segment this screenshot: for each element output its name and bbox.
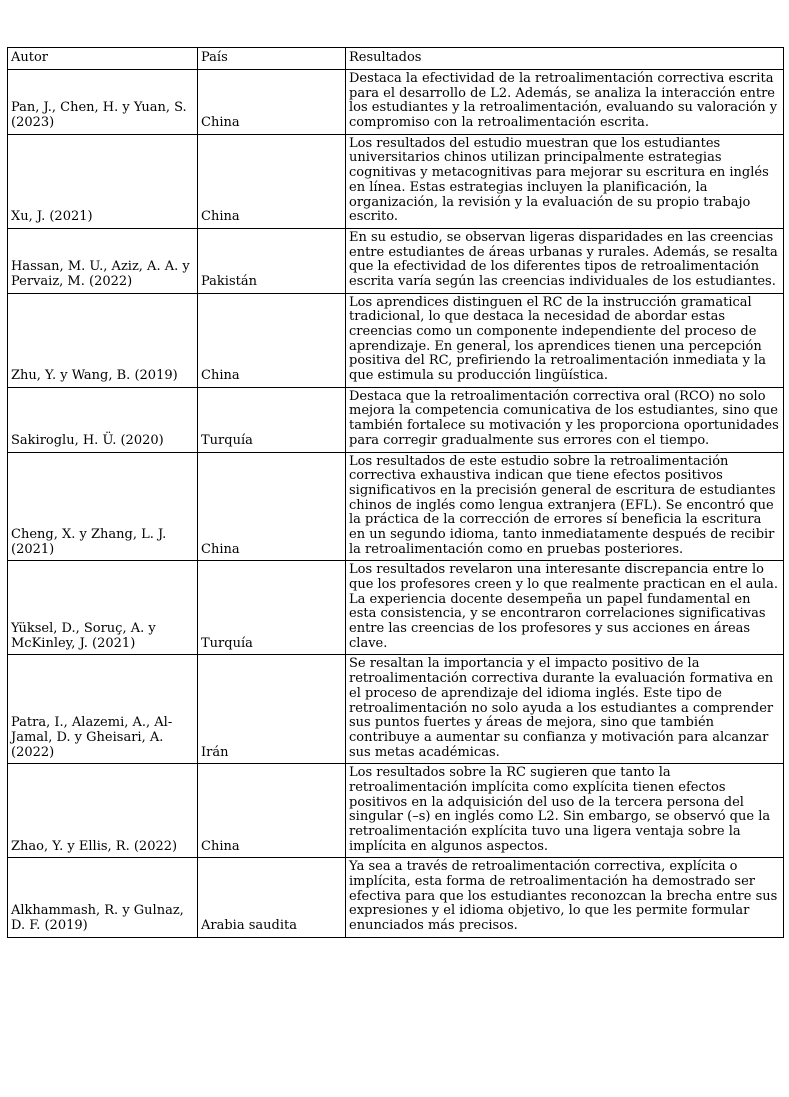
column-header-pais: País: [198, 48, 346, 70]
resultados-cell: Los resultados de este estudio sobre la retroalimentación correctiva exhaustiva indican que tiene efectos positivos significativos en la precisión general de escritura de estudiantes chinos de inglés como lengua extranjera (EFL). Se encontró que la práctica de la corrección de errores sí beneficia la escritura en un segundo idioma, tanto inmediatamente después de recibir la retroalimentación como en pruebas posteriores.: [346, 452, 784, 561]
results-table: [7, 47, 784, 938]
resultados-cell: Ya sea a través de retroalimentación correctiva, explícita o implícita, esta forma de retroalimentación ha demostrado ser efectiva para que los estudiantes reconozcan la brecha entre sus expresiones y el idioma objetivo, lo que les permite formular enunciados más precisos.: [346, 858, 784, 937]
pais-cell: China: [198, 293, 346, 387]
table-row: [8, 134, 784, 228]
autor-cell: Yüksel, D., Soruç, A. y McKinley, J. (2021): [8, 561, 198, 655]
autor-cell: Pan, J., Chen, H. y Yuan, S. (2023): [8, 70, 198, 135]
table-row: [8, 228, 784, 293]
pais-cell: Irán: [198, 655, 346, 764]
autor-cell: Sakiroglu, H. Ü. (2020): [8, 387, 198, 452]
autor-cell: Hassan, M. U., Aziz, A. A. y Pervaiz, M. (2022): [8, 228, 198, 293]
column-header-autor: Autor: [8, 48, 198, 70]
table-header-row: [8, 48, 784, 70]
autor-cell: Zhao, Y. y Ellis, R. (2022): [8, 764, 198, 858]
table-row: [8, 858, 784, 937]
resultados-cell: Los resultados revelaron una interesante discrepancia entre lo que los profesores creen y lo que realmente practican en el aula. La experiencia docente desempeña un papel fundamental en esta consistencia, y se encontraron correlaciones significativas entre las creencias de los profesores y sus acciones en áreas clave.: [346, 561, 784, 655]
resultados-cell: Destaca la efectividad de la retroalimentación correctiva escrita para el desarrollo de L2. Además, se analiza la interacción entre los estudiantes y la retroalimentación, evaluando su valoración y compromiso con la retroalimentación escrita.: [346, 70, 784, 135]
pais-cell: Turquía: [198, 387, 346, 452]
pais-cell: Turquía: [198, 561, 346, 655]
table-row: [8, 70, 784, 135]
column-header-resultados: Resultados: [346, 48, 784, 70]
resultados-cell: En su estudio, se observan ligeras disparidades en las creencias entre estudiantes de áreas urbanas y rurales. Además, se resalta que la efectividad de los diferentes tipos de retroalimentación escrita varía según las creencias individuales de los estudiantes.: [346, 228, 784, 293]
table-row: [8, 293, 784, 387]
table-row: [8, 387, 784, 452]
table-row: [8, 561, 784, 655]
table-row: [8, 764, 784, 858]
table-row: [8, 452, 784, 561]
pais-cell: China: [198, 452, 346, 561]
autor-cell: Cheng, X. y Zhang, L. J. (2021): [8, 452, 198, 561]
resultados-cell: Los resultados del estudio muestran que los estudiantes universitarios chinos utilizan principalmente estrategias cognitivas y metacognitivas para mejorar su escritura en inglés en línea. Estas estrategias incluyen la planificación, la organización, la revisión y la evaluación de su propio trabajo escrito.: [346, 134, 784, 228]
resultados-cell: Destaca que la retroalimentación correctiva oral (RCO) no solo mejora la competencia comunicativa de los estudiantes, sino que también fortalece su motivación y les proporciona oportunidades para corregir gradualmente sus errores con el tiempo.: [346, 387, 784, 452]
autor-cell: Alkhammash, R. y Gulnaz, D. F. (2019): [8, 858, 198, 937]
resultados-cell: Se resaltan la importancia y el impacto positivo de la retroalimentación correctiva durante la evaluación formativa en el proceso de aprendizaje del idioma inglés. Este tipo de retroalimentación no solo ayuda a los estudiantes a comprender sus puntos fuertes y áreas de mejora, sino que también contribuye a aumentar su confianza y motivación para alcanzar sus metas académicas.: [346, 655, 784, 764]
resultados-cell: Los aprendices distinguen el RC de la instrucción gramatical tradicional, lo que destaca la necesidad de abordar estas creencias como un componente independiente del proceso de aprendizaje. En general, los aprendices tienen una percepción positiva del RC, prefiriendo la retroalimentación inmediata y la que estimula su producción lingüística.: [346, 293, 784, 387]
pais-cell: China: [198, 134, 346, 228]
autor-cell: Zhu, Y. y Wang, B. (2019): [8, 293, 198, 387]
autor-cell: Xu, J. (2021): [8, 134, 198, 228]
pais-cell: Arabia saudita: [198, 858, 346, 937]
pais-cell: China: [198, 70, 346, 135]
autor-cell: Patra, I., Alazemi, A., Al-Jamal, D. y Gheisari, A. (2022): [8, 655, 198, 764]
resultados-cell: Los resultados sobre la RC sugieren que tanto la retroalimentación implícita como explícita tienen efectos positivos en la adquisición del uso de la tercera persona del singular (–s) en inglés como L2. Sin embargo, se observó que la retroalimentación explícita tuvo una ligera ventaja sobre la implícita en algunos aspectos.: [346, 764, 784, 858]
table-row: [8, 655, 784, 764]
pais-cell: China: [198, 764, 346, 858]
pais-cell: Pakistán: [198, 228, 346, 293]
